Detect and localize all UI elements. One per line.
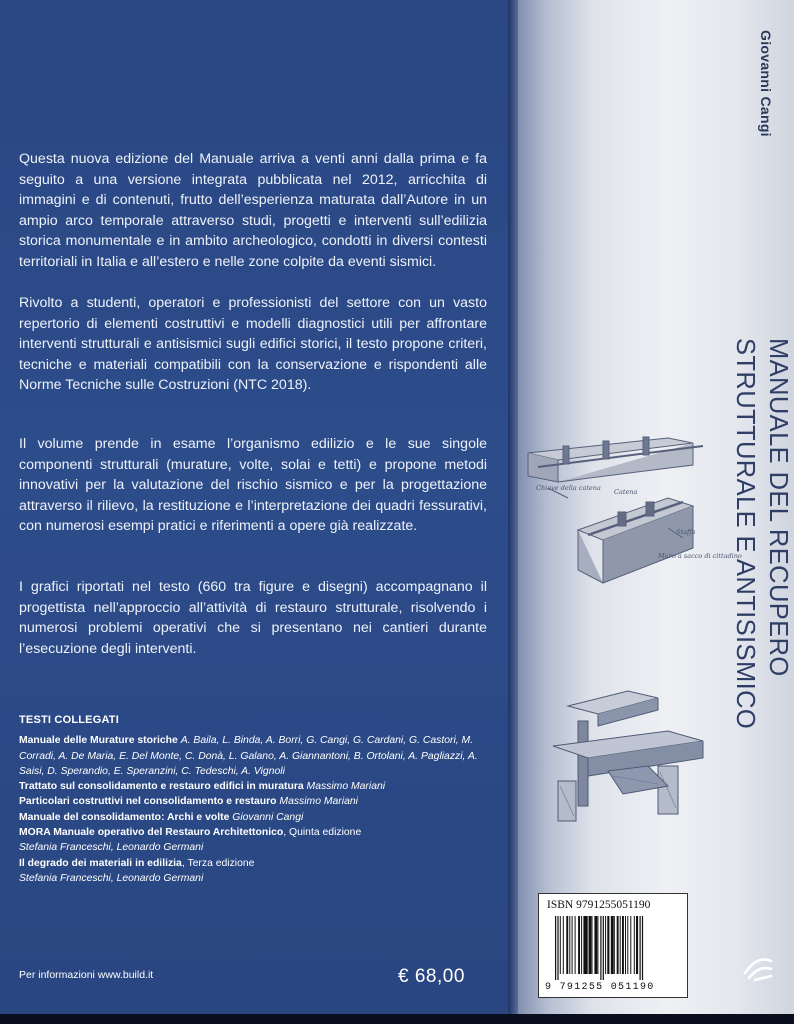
- barcode-bar: [603, 916, 604, 980]
- barcode-bar: [594, 916, 597, 974]
- related-item: [19, 733, 494, 779]
- related-item: [19, 779, 494, 794]
- related-authors: Massimo Mariani: [306, 781, 386, 793]
- related-edition: Quinta edizione: [289, 827, 362, 839]
- related-item: Il degrado dei materiali in edilizia, Terza edizione Stefania Franceschi, Leonardo Germani: [19, 857, 255, 884]
- publisher-logo-icon: [741, 953, 775, 981]
- barcode-bar: [627, 916, 628, 974]
- related-title: Manuale del consolidamento: Archi e volte: [19, 811, 230, 823]
- related-authors: Massimo Mariani: [279, 796, 358, 808]
- barcode-bar: [578, 916, 580, 974]
- barcode-bar: [600, 916, 601, 980]
- barcode-bar: [607, 916, 609, 974]
- barcode-bar: [625, 916, 626, 974]
- barcode-bar: [634, 916, 635, 974]
- spine-fold-shadow: [508, 0, 518, 1024]
- barcode-digit-group-1: 791255: [559, 982, 604, 993]
- related-item: [19, 810, 494, 825]
- related-authors: Giovanni Cangi: [232, 811, 304, 823]
- description-paragraph-3: Il volume prende in esame l’organismo edilizio e le sue singole componenti strutturali (murature, volte, solai e tetti) e propone metodi innovativi per la valutazione del rischio sismico e per la progettazione attraverso il rilievo, la restituzione e l’interpretazione dei quadri fessurativi, con numerosi esempi pratici e riferimenti a opere già realizzate.: [19, 436, 487, 535]
- tie-rod-sketch: [518, 418, 742, 598]
- description-paragraph-1: Questa nuova edizione del Manuale arriva a venti anni dalla prima e fa seguito a una versione integrata pubblicata nel 2012, arricchita di immagini e di contenuti, frutto dell’esperienza maturata dall’Autore in un ampio arco temporale attraverso studi, progetti e interventi sull’edilizia storica monumentale e in ambito archeologico, condotti in diversi contesti territoriali in Italia e all’estero e nelle zone colpite da eventi sismici.: [19, 151, 487, 270]
- related-title: Trattato sul consolidamento e restauro edifici in muratura: [19, 781, 304, 793]
- barcode-bar: [572, 916, 573, 974]
- barcode-bar: [560, 916, 561, 974]
- related-title: Il degrado dei materiali in edilizia: [19, 857, 182, 869]
- barcode-bar: [614, 916, 615, 974]
- description-paragraph-4: I grafici riportati nel testo (660 tra figure e disegni) accompagnano il progettista nell’approccio all’attività di restauro strutturale, risolvendo i numerosi problemi operativi che si presentano nei cantieri durante l’esecuzione degli interventi.: [19, 579, 487, 657]
- barcode-bar: [636, 916, 638, 974]
- barcode-bar: [611, 916, 614, 974]
- related-title: MORA Manuale operativo del Restauro Architettonico: [19, 827, 284, 839]
- related-title: Manuale delle Murature storiche: [19, 735, 178, 747]
- isbn-label: ISBN 9791255051190: [547, 899, 651, 911]
- barcode-bar: [569, 916, 570, 974]
- publisher-info: Per informazioni www.build.it: [19, 969, 154, 981]
- barcode-box: [538, 893, 688, 998]
- book-title-line-2: STRUTTURALE E ANTISISMICO: [731, 338, 759, 730]
- sketch-note: Chiave della catena: [536, 484, 601, 492]
- sketch-note: Staffa: [676, 528, 696, 536]
- barcode-bar: [575, 916, 576, 974]
- barcode-bar: [592, 916, 593, 974]
- barcode-digits: [545, 982, 685, 993]
- related-authors: A. Baila, L. Binda, A. Borri, G. Cangi, G. Cardani, G. Castori, M. Corradi, A. De Maria, E. Del Monte, C. Donà, L. Galano, A. Giannantoni, B. Ortolani, A. Pagliazzi, A. Saisi, D. Sperandio, E. Speranzini, C. Tedeschi, A. Vignoli: [19, 735, 478, 777]
- barcode-bar: [566, 916, 568, 974]
- barcode-digit-group-2: 051190: [610, 982, 655, 993]
- timber-joint-sketch: [548, 686, 718, 826]
- related-item: MORA Manuale operativo del Restauro Architettonico, Quinta edizione Stefania Franceschi, Leonardo Germani: [19, 827, 362, 854]
- related-edition: Terza edizione: [187, 857, 255, 869]
- barcode-bar: [620, 916, 621, 974]
- barcode-bars: [555, 916, 675, 980]
- barcode-bar: [555, 916, 556, 980]
- price: € 68,00: [398, 966, 465, 987]
- barcode-bar: [589, 916, 592, 974]
- author-name: Giovanni Cangi: [758, 30, 774, 137]
- barcode-bar: [622, 916, 624, 974]
- book-title-line-1: MANUALE DEL RECUPERO: [764, 338, 792, 677]
- related-item: [19, 794, 494, 809]
- sketch-note: Catena: [614, 488, 638, 496]
- barcode-bar: [630, 916, 631, 974]
- barcode-bar: [642, 916, 643, 980]
- barcode-bar: [605, 916, 606, 974]
- barcode-bar: [557, 916, 558, 980]
- book-title: [728, 338, 794, 729]
- related-authors: Stefania Franceschi, Leonardo Germani: [19, 842, 204, 854]
- barcode-bar: [617, 916, 619, 974]
- barcode-bar: [563, 916, 564, 974]
- barcode-digit-lead: 9: [545, 982, 553, 993]
- barcode-bar: [581, 916, 582, 974]
- related-texts: [19, 713, 494, 886]
- related-title: Particolari costruttivi nel consolidamento e restauro: [19, 796, 277, 808]
- sketch-note: Muro a sacco di cittadino: [658, 552, 742, 560]
- barcode-bar: [586, 916, 588, 974]
- bottom-bar: [0, 1014, 794, 1024]
- related-authors: Stefania Franceschi, Leonardo Germani: [19, 872, 204, 884]
- description-paragraph-2: Rivolto a studenti, operatori e professionisti del settore con un vasto repertorio di elementi costruttivi e modelli diagnostici utili per affrontare interventi strutturali e antisismici sugli edifici storici, il testo propone criteri, tecniche e materiali compatibili con la conservazione e rispondenti alle Norme Tecniche sulle Costruzioni (NTC 2018).: [19, 295, 487, 394]
- related-heading: TESTI COLLEGATI: [19, 714, 119, 726]
- barcode-bar: [597, 916, 598, 974]
- barcode-bar: [640, 916, 641, 980]
